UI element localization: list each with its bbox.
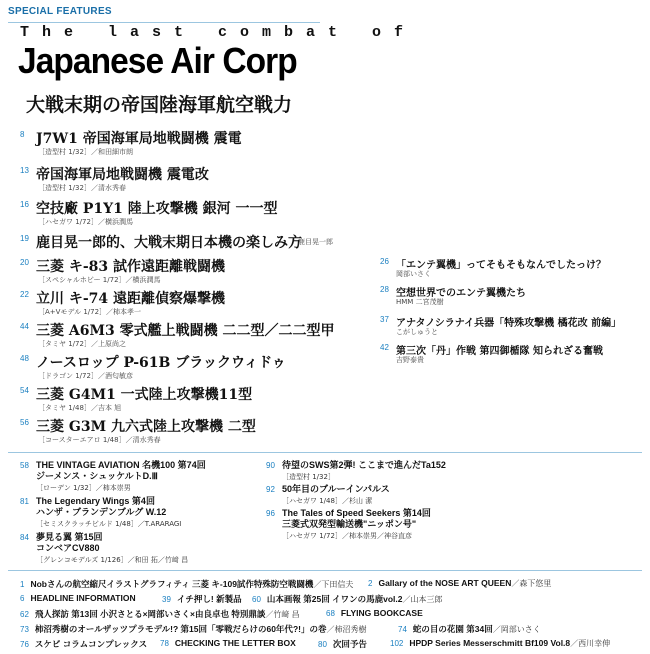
feature-title: ノースロップ P-61B ブラックウィドゥ	[36, 355, 286, 371]
page-number: 16	[20, 200, 29, 209]
bottom-item[interactable]	[326, 608, 423, 618]
section-divider	[8, 570, 642, 571]
bottom-item[interactable]	[20, 578, 353, 590]
header-rule	[8, 22, 320, 23]
page-number: 42	[380, 343, 389, 352]
bottom-credit: ／山本三郎	[402, 595, 443, 604]
bottom-item[interactable]	[368, 578, 551, 589]
regular-credit: ［セミスクラッチビルド 1/48］／T.ARARAGI	[36, 520, 182, 528]
regular-title: 待望のSWS第2弾! ここまで進んだTa152	[282, 460, 446, 470]
feature-credit: ［A+Vモデル 1/72］／柿本孝一	[38, 308, 142, 316]
feature-title: 第三次「丹」作戦 第四御楯隊 知られざる奮戦	[396, 346, 603, 357]
page-number: 68	[326, 609, 335, 618]
feature-credit: ［コースターエアロ 1/48］／清水秀春	[38, 436, 161, 444]
bottom-credit: ／森下悠里	[511, 579, 552, 588]
title-jp: 大戦末期の帝国陸海軍航空戦力	[26, 94, 293, 116]
feature-credit: ［ドラゴン 1/72］／酒匂敏彦	[38, 372, 133, 380]
bottom-item[interactable]	[20, 638, 147, 650]
feature-title: 三菱 G4M1 一式陸上攻撃機11型	[36, 387, 253, 403]
bottom-item[interactable]	[162, 593, 242, 605]
feature-title: 空技廠 P1Y1 陸上攻撃機 銀河 一一型	[36, 201, 278, 217]
page-number: 76	[20, 640, 29, 649]
page-number: 80	[318, 640, 327, 649]
feature-credit: ［ハセガワ 1/72］／横浜潤馬	[38, 218, 133, 226]
feature-title: 空想世界でのエンテ翼機たち	[396, 288, 526, 299]
regular-subtitle: ハンザ・ブランデンブルグ W.12	[36, 507, 167, 517]
page-number: 54	[20, 386, 29, 395]
feature-title: アナタノシラナイ兵器「特殊攻撃機 橘花改 前編」	[396, 318, 622, 329]
feature-credit: ［スペシャルホビー 1/72］／横浜潤馬	[38, 276, 161, 284]
regular-credit: ［グレンコモデルズ 1/126］／和田 拓／竹﨑 昌	[36, 556, 189, 564]
page-number: 92	[266, 485, 275, 494]
regular-credit: ［造型村 1/32］	[282, 473, 335, 481]
bottom-title: 次回予告	[332, 639, 367, 649]
page-number: 2	[368, 579, 373, 588]
bottom-title: HEADLINE INFORMATION	[30, 593, 136, 603]
bottom-item[interactable]	[20, 608, 300, 620]
regular-title: 夢見る翼 第15回	[36, 532, 103, 542]
page-number: 60	[252, 595, 261, 604]
bottom-title: 蛇の目の花園 第34回	[412, 624, 493, 634]
page-number: 58	[20, 461, 29, 470]
page-number: 28	[380, 285, 389, 294]
page-number: 90	[266, 461, 275, 470]
page-number: 56	[20, 418, 29, 427]
bottom-item[interactable]	[20, 623, 366, 635]
feature-credit: ［タミヤ 1/48］／吉本 旭	[38, 404, 122, 412]
bottom-title: 柿沼秀樹のオールザッツプラモデル!? 第15回「零戦だらけの60年代?!」の巻	[34, 624, 327, 634]
feature-title: 三菱 A6M3 零式艦上戦闘機 二二型／二二型甲	[36, 323, 335, 339]
page-number: 44	[20, 322, 29, 331]
bottom-credit: ／下田信夫	[313, 580, 354, 589]
page-number: 22	[20, 290, 29, 299]
bottom-item[interactable]	[252, 593, 442, 605]
regular-title: The Legendary Wings 第4回	[36, 496, 155, 506]
page-number: 37	[380, 315, 389, 324]
page-number: 84	[20, 533, 29, 542]
page-number: 13	[20, 166, 29, 175]
regular-subtitle: ジーメンス・シュッケルトD.Ⅲ	[36, 471, 158, 481]
regular-subtitle: コンベアCV880	[36, 543, 100, 553]
page-number: 19	[20, 234, 29, 243]
regular-credit: ［ハセガワ 1/48］／杉山 潔	[282, 497, 373, 505]
page-number: 96	[266, 509, 275, 518]
regular-credit: ［ハセガワ 1/72］／柿本崇男／神谷直彦	[282, 532, 412, 540]
title-big: Japanese Air Corp	[18, 40, 297, 81]
feature-credit: 岡部いさく	[396, 270, 431, 278]
feature-title: 三菱 G3M 九六式陸上攻撃機 二型	[36, 419, 256, 435]
page-number: 8	[20, 130, 25, 139]
bottom-title: CHECKING THE LETTER BOX	[174, 638, 296, 648]
bottom-item[interactable]	[20, 593, 136, 603]
feature-title: 「エンテ翼機」ってそもそもなんでしたっけ？	[396, 260, 606, 271]
bottom-item[interactable]	[398, 623, 541, 635]
feature-credit: こがしゅうと	[396, 328, 438, 336]
bottom-title: 山本画報 第25回 イワンの馬鹿vol.2	[266, 594, 403, 604]
bottom-credit: ／岡部いさく	[492, 625, 541, 634]
bottom-title: FLYING BOOKCASE	[340, 608, 423, 618]
regular-title: THE VINTAGE AVIATION 名機100 第74回	[36, 460, 206, 470]
bottom-title: Gallary of the NOSE ART QUEEN	[378, 578, 512, 588]
page-number: 20	[20, 258, 29, 267]
page-number: 62	[20, 610, 29, 619]
feature-credit: ［造型村 1/32］／清水秀春	[38, 184, 126, 192]
section-label: SPECIAL FEATURES	[8, 6, 112, 17]
feature-title: J7W1 帝国海軍局地戦闘機 震電	[36, 131, 242, 147]
bottom-item[interactable]	[318, 638, 367, 650]
bottom-item[interactable]	[390, 638, 610, 649]
bottom-title: 飛人探訪 第13回 小沢さとる×岡部いさく×由良卓也 特別鼎談	[34, 609, 266, 619]
page-number: 74	[398, 625, 407, 634]
bottom-credit: ／西川幸伸	[570, 639, 611, 648]
page-number: 6	[20, 594, 25, 603]
page-number: 81	[20, 497, 29, 506]
regular-credit: ［ローデン 1/32］／柿本崇男	[36, 484, 131, 492]
bottom-title: HPDP Series Messerschmitt Bf109 Vol.8	[409, 638, 571, 648]
page-number: 39	[162, 595, 171, 604]
feature-credit: ［タミヤ 1/72］／上原尚之	[38, 340, 126, 348]
bottom-credit: ／柿沼秀樹	[326, 625, 367, 634]
regular-title: 50年目のブルーインパルス	[282, 484, 390, 494]
bottom-credit: ／竹﨑 昌	[265, 610, 300, 619]
feature-credit: HMM 二宮茂樹	[396, 298, 444, 306]
feature-credit: 鹿目晃一郎	[298, 238, 333, 246]
page-number: 26	[380, 257, 389, 266]
feature-title: 立川 キ-74 遠距離偵察爆撃機	[36, 291, 226, 307]
regular-subtitle: 三菱式双発型輸送機"ニッポン号"	[282, 519, 417, 529]
feature-title: 鹿目晃一郎的、大戦末期日本機の楽しみ方	[36, 235, 302, 251]
feature-credit: 吉野泰貴	[396, 356, 424, 364]
page-number: 1	[20, 580, 25, 589]
bottom-title: イチ押し! 新製品	[176, 594, 242, 604]
bottom-title: スケビ コラムコンプレックス	[34, 639, 148, 649]
page-number: 102	[390, 639, 404, 648]
bottom-title: Nobさんの航空縮尺イラストグラフィティ 三菱 キ-109試作特殊防空戦闘機	[30, 579, 314, 589]
regular-title: The Tales of Speed Seekers 第14回	[282, 508, 431, 518]
feature-credit: ［造型村 1/32］／和田細市朗	[38, 148, 133, 156]
feature-title: 三菱 キ-83 試作遠距離戦闘機	[36, 259, 226, 275]
bottom-item[interactable]	[160, 638, 296, 648]
feature-title: 帝国海軍局地戦闘機 震電改	[36, 167, 209, 183]
page-number: 78	[160, 639, 169, 648]
page-number: 73	[20, 625, 29, 634]
page-number: 48	[20, 354, 29, 363]
title-small: The last combat of	[20, 24, 417, 41]
section-divider	[8, 452, 642, 453]
